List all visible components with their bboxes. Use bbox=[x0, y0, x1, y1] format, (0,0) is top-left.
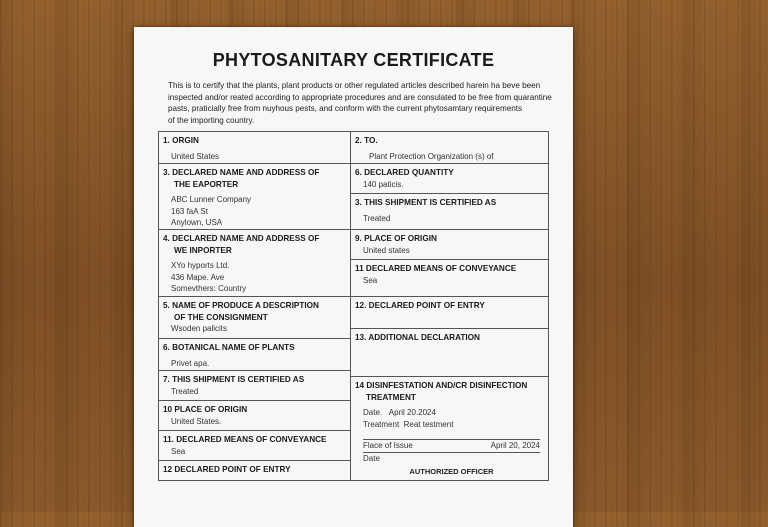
field-point-of-entry-right bbox=[351, 296, 548, 328]
field-value: Sea bbox=[171, 446, 186, 456]
field-value: Treated bbox=[171, 386, 199, 396]
field-value: Anylown, USA bbox=[171, 218, 223, 227]
place-of-issue: Flace of Issue April 20, 2024 bbox=[363, 441, 540, 450]
field-label: 14 DISINFESTATION AND/CR DISINFECTION TREATMENT bbox=[355, 381, 528, 402]
field-botanical-name bbox=[159, 338, 350, 370]
field-value: XYo hyports Ltd. bbox=[171, 261, 230, 270]
statement-line: inspected and/or reated according to appropriate procedures and are consulated to be free from quarantine bbox=[168, 92, 552, 102]
field-label: 9. PLACE OF ORIGIN bbox=[355, 234, 437, 243]
field-value: Sea bbox=[363, 275, 378, 285]
field-point-of-entry bbox=[159, 460, 350, 481]
field-additional-declaration bbox=[351, 328, 548, 376]
authorized-officer-label: AUTHORIZED OFFICER bbox=[409, 467, 494, 476]
field-value: 140 paticis. bbox=[363, 179, 404, 189]
field-label: 2. TO. bbox=[355, 136, 378, 145]
field-place-of-origin-right bbox=[351, 229, 548, 259]
field-label: 13. ADDITIONAL DECLARATION bbox=[355, 333, 480, 342]
field-declared-quantity bbox=[351, 163, 548, 193]
field-origin bbox=[159, 131, 350, 163]
field-shipment-certified bbox=[351, 193, 548, 229]
field-label: 12 DECLARED POINT OF ENTRY bbox=[163, 465, 291, 474]
field-label: 3. DECLARED NAME AND ADDRESS OF THE EAPORTER bbox=[163, 168, 320, 189]
field-label: 3. THIS SHIPMENT IS CERTIFIED AS bbox=[355, 198, 497, 207]
certificate-title: PHYTOSANITARY CERTIFICATE bbox=[212, 50, 495, 70]
certificate-page bbox=[134, 27, 573, 527]
issue-date-label: Date bbox=[363, 453, 380, 463]
field-value: ABC Lunner Company bbox=[171, 195, 252, 204]
field-exporter bbox=[159, 163, 350, 229]
treatment-method: Treatment Reat testment bbox=[363, 419, 454, 429]
right-column bbox=[350, 131, 549, 481]
field-label: 1. ORGIN bbox=[163, 136, 199, 145]
field-produce-description bbox=[159, 296, 350, 338]
field-label: 7. THIS SHIPMENT IS CERTIFIED AS bbox=[163, 375, 305, 384]
field-value: Privet apa. bbox=[171, 358, 210, 368]
treatment-date: Date. April 20.2024 bbox=[363, 408, 436, 417]
field-importer bbox=[159, 229, 350, 296]
statement-line: pasts, praticially free from nuyhous pests, and conform with the current phytosamtary requirements bbox=[168, 104, 523, 113]
field-means-of-conveyance-right bbox=[351, 259, 548, 296]
field-label: 11 DECLARED MEANS OF CONVEYANCE bbox=[355, 264, 517, 273]
field-label: 12. DECLARED POINT OF ENTRY bbox=[355, 301, 485, 310]
field-value: Somevthers: Country bbox=[171, 284, 247, 293]
field-value: United States bbox=[171, 151, 220, 161]
field-value: 163 faA St bbox=[171, 206, 208, 216]
field-value: United States. bbox=[171, 416, 222, 426]
field-label: 6. DECLARED QUANTITY bbox=[355, 168, 454, 177]
field-label: 11. DECLARED MEANS OF CONVEYANCE bbox=[163, 435, 327, 444]
statement-line: of the importing country. bbox=[168, 115, 255, 125]
field-treatment bbox=[351, 376, 548, 481]
field-certified-as bbox=[159, 370, 350, 400]
field-means-of-conveyance bbox=[159, 430, 350, 460]
field-label: 10 PLACE OF ORIGIN bbox=[163, 405, 248, 414]
field-to bbox=[351, 131, 548, 163]
certification-statement bbox=[168, 80, 553, 126]
field-label: 6. BOTANICAL NAME OF PLANTS bbox=[163, 343, 295, 352]
field-value: Treated bbox=[363, 213, 391, 223]
field-value: United states bbox=[363, 245, 410, 255]
field-label: 5. NAME OF PRODUCE A DESCRIPTION OF THE CONSIGNMENT bbox=[163, 301, 319, 322]
field-value: Wsoden palicits bbox=[171, 324, 228, 333]
field-label: 4. DECLARED NAME AND ADDRESS OF WE INPORTER bbox=[163, 234, 320, 255]
left-column bbox=[158, 131, 351, 481]
field-value: 436 Mape. Ave bbox=[171, 272, 225, 282]
field-value: Plant Protection Organization (s) of bbox=[369, 151, 494, 161]
statement-line: This is to certify that the plants, plant products or other regulated articles described harein ha beve been bbox=[168, 81, 541, 90]
field-place-of-origin bbox=[159, 400, 350, 430]
